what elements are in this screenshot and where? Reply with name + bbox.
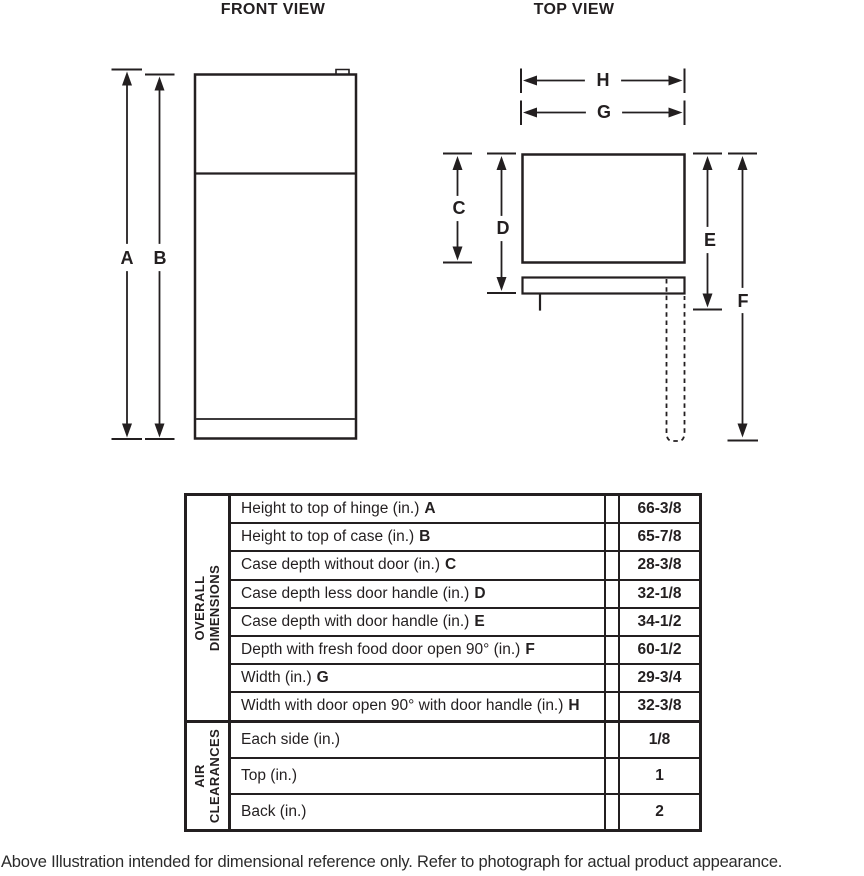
row-value: 32-3/8 <box>618 693 699 719</box>
row-label: Top (in.) <box>241 766 297 784</box>
row-key: B <box>419 528 431 546</box>
refrigerator-outline <box>195 75 356 439</box>
dim-label-d: D <box>496 218 510 238</box>
row-value: 65-7/8 <box>618 524 699 550</box>
row-value: 60-1/2 <box>618 637 699 663</box>
row-label: Width with door open 90° with door handle (in.) <box>241 697 564 715</box>
row-label: Width (in.) <box>241 669 312 687</box>
row-key: G <box>316 669 329 687</box>
row-label: Each side (in.) <box>241 730 341 748</box>
dim-label-c: C <box>452 198 466 218</box>
row-label: Height to top of hinge (in.) <box>241 500 420 518</box>
dim-label-f: F <box>737 291 749 311</box>
dim-label-e: E <box>703 230 717 250</box>
table-row <box>231 693 699 719</box>
dim-label-g: G <box>596 102 612 122</box>
row-label: Depth with fresh food door open 90° (in.) <box>241 641 521 659</box>
dim-label-b: B <box>153 248 167 268</box>
row-value: 2 <box>618 795 699 829</box>
table-row <box>231 637 699 665</box>
row-key: E <box>474 612 485 630</box>
case-top-outline <box>523 155 685 263</box>
table-row <box>231 552 699 580</box>
row-value: 1/8 <box>618 723 699 757</box>
dim-label-a: A <box>120 248 134 268</box>
table-row <box>231 524 699 552</box>
footer-disclaimer: Above Illustration intended for dimensional reference only. Refer to photograph for actual product appearance. <box>1 853 783 871</box>
table-row <box>231 759 699 795</box>
dim-label-h: H <box>596 70 610 90</box>
row-label: Back (in.) <box>241 802 307 820</box>
row-value: 1 <box>618 759 699 793</box>
row-label: Case depth without door (in.) <box>241 556 441 574</box>
front-view-title: FRONT VIEW <box>220 1 326 18</box>
row-value: 32-1/8 <box>618 581 699 607</box>
table-row <box>231 723 699 759</box>
header-line: CLEARANCES <box>206 728 222 823</box>
row-value: 66-3/8 <box>618 496 699 522</box>
dimensions-table <box>184 493 702 832</box>
air-clearances-section <box>187 720 699 829</box>
row-key: F <box>525 641 535 659</box>
top-view-title: TOP VIEW <box>533 1 615 18</box>
row-label: Height to top of case (in.) <box>241 528 415 546</box>
row-value: 34-1/2 <box>618 609 699 635</box>
row-value: 28-3/8 <box>618 552 699 578</box>
table-row <box>231 581 699 609</box>
row-label: Case depth with door handle (in.) <box>241 612 470 630</box>
overall-dimensions-header <box>187 496 231 720</box>
table-row <box>231 795 699 829</box>
header-line: AIR <box>191 763 207 788</box>
overall-dimensions-section <box>187 496 699 720</box>
row-key: A <box>424 500 436 518</box>
row-label: Case depth less door handle (in.) <box>241 584 470 602</box>
table-row <box>231 665 699 693</box>
header-line: OVERALL <box>191 575 207 641</box>
air-clearances-header <box>187 723 231 829</box>
table-row <box>231 496 699 524</box>
row-key: D <box>474 584 486 602</box>
row-value: 29-3/4 <box>618 665 699 691</box>
row-key: H <box>568 697 580 715</box>
header-line: DIMENSIONS <box>206 564 222 651</box>
row-key: C <box>445 556 457 574</box>
table-row <box>231 609 699 637</box>
arrowheads <box>122 72 748 438</box>
open-door-dashed-outline <box>667 279 685 441</box>
door-top-outline <box>523 278 685 294</box>
